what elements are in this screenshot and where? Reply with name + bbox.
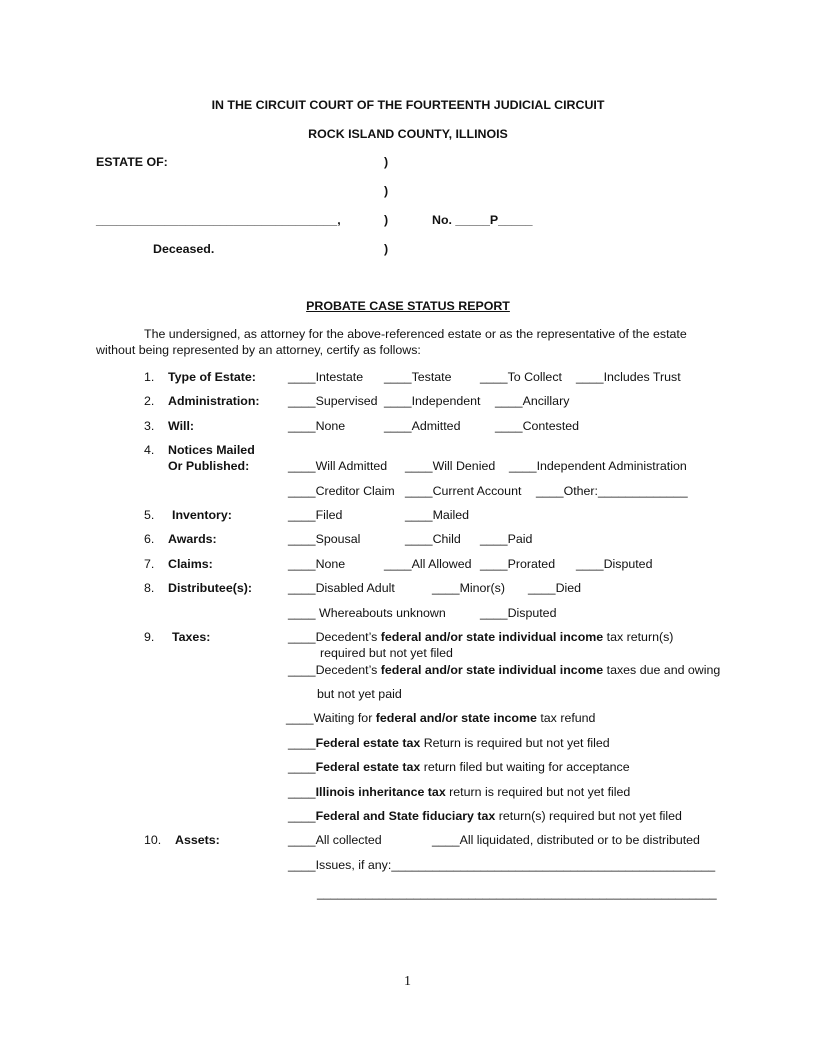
option-suffix: return is required but not yet filed <box>445 785 631 799</box>
option-suffix: return(s) required but not yet filed <box>495 809 682 823</box>
option-ancillary[interactable]: ____Ancillary <box>495 394 570 408</box>
option-emphasis: federal and/or state individual income <box>380 663 604 677</box>
option-continuation: but not yet paid <box>317 687 402 701</box>
deceased-label: Deceased. <box>153 242 215 256</box>
option-prefix: ____ <box>288 809 316 823</box>
option-will-admitted-notice[interactable]: ____Will Admitted <box>288 459 388 473</box>
option-emphasis: federal and/or state income <box>375 711 537 725</box>
option-independent-administration[interactable]: ____Independent Administration <box>509 459 687 473</box>
item-number: 10. <box>144 833 162 847</box>
item-label-notices-mailed: Notices Mailed <box>168 443 255 457</box>
caption-paren: ) <box>384 242 389 256</box>
county-heading: ROCK ISLAND COUNTY, ILLINOIS <box>308 127 508 141</box>
option-emphasis: Federal and State fiduciary tax <box>315 809 496 823</box>
item-number: 3. <box>144 419 155 433</box>
caption-paren: ) <box>384 184 389 198</box>
item-number: 6. <box>144 532 155 546</box>
option-prefix: ____Waiting for <box>286 711 376 725</box>
option-claims-disputed[interactable]: ____Disputed <box>576 557 653 571</box>
item-label-will: Will: <box>168 419 195 433</box>
option-suffix: Return is required but not yet filed <box>420 736 610 750</box>
option-prefix: ____ <box>288 760 316 774</box>
case-number-field[interactable]: No. _____P_____ <box>432 213 533 227</box>
page-number: 1 <box>404 974 411 989</box>
option-will-contested[interactable]: ____Contested <box>495 419 580 433</box>
item-label-taxes: Taxes: <box>172 630 211 644</box>
item-number: 9. <box>144 630 155 644</box>
option-prorated[interactable]: ____Prorated <box>480 557 556 571</box>
option-inventory-filed[interactable]: ____Filed <box>288 508 343 522</box>
option-spousal[interactable]: ____Spousal <box>288 532 361 546</box>
option-fiduciary-tax[interactable] <box>288 810 682 822</box>
item-label-awards: Awards: <box>168 532 217 546</box>
item-number: 2. <box>144 394 155 408</box>
item-number: 5. <box>144 508 155 522</box>
option-suffix: tax return(s) <box>603 630 674 644</box>
option-suffix: return filed but waiting for acceptance <box>420 760 630 774</box>
item-label-or-published: Or Published: <box>168 459 250 473</box>
option-prefix: ____Decedent’s <box>288 663 381 677</box>
item-number: 7. <box>144 557 155 571</box>
option-distributee-disputed[interactable]: ____Disputed <box>480 606 557 620</box>
option-will-admitted[interactable]: ____Admitted <box>384 419 461 433</box>
issues-continuation-line[interactable]: __________________________________________________________ <box>317 886 717 900</box>
intro-text-line2: without being represented by an attorney, certify as follows: <box>96 343 421 357</box>
option-inventory-mailed[interactable]: ____Mailed <box>405 508 470 522</box>
option-waiting-refund[interactable] <box>286 712 595 724</box>
option-prefix: ____ <box>288 785 316 799</box>
option-emphasis: Federal estate tax <box>315 760 421 774</box>
option-independent[interactable]: ____Independent <box>384 394 481 408</box>
option-includes-trust[interactable]: ____Includes Trust <box>576 370 681 384</box>
option-claims-none[interactable]: ____None <box>288 557 346 571</box>
option-will-none[interactable]: ____None <box>288 419 346 433</box>
option-disabled-adult[interactable]: ____Disabled Adult <box>288 581 395 595</box>
item-number: 1. <box>144 370 155 384</box>
option-emphasis: federal and/or state individual income <box>380 630 604 644</box>
option-illinois-inheritance-tax[interactable] <box>288 786 630 798</box>
caption-paren: ) <box>384 213 389 227</box>
option-died[interactable]: ____Died <box>528 581 582 595</box>
item-label-assets: Assets: <box>175 833 220 847</box>
decedent-name-blank[interactable]: ___________________________________, <box>96 213 341 227</box>
option-continuation: required but not yet filed <box>320 646 453 660</box>
caption-paren: ) <box>384 155 389 169</box>
option-federal-estate-return-required[interactable] <box>288 737 610 749</box>
item-label-inventory: Inventory: <box>172 508 232 522</box>
item-number: 4. <box>144 443 155 457</box>
option-income-taxes-due[interactable] <box>288 664 720 676</box>
option-federal-estate-awaiting-acceptance[interactable] <box>288 761 630 773</box>
option-minors[interactable]: ____Minor(s) <box>432 581 505 595</box>
option-paid[interactable]: ____Paid <box>480 532 533 546</box>
option-all-liquidated[interactable]: ____All liquidated, distributed or to be distributed <box>432 833 700 847</box>
option-will-denied[interactable]: ____Will Denied <box>405 459 496 473</box>
item-label-distributees: Distributee(s): <box>168 581 252 595</box>
option-all-collected[interactable]: ____All collected <box>288 833 382 847</box>
item-number: 8. <box>144 581 155 595</box>
item-label-administration: Administration: <box>168 394 260 408</box>
option-suffix: taxes due and owing <box>603 663 721 677</box>
option-prefix: ____Decedent’s <box>288 630 381 644</box>
option-other[interactable]: ____Other:_____________ <box>536 484 688 498</box>
option-current-account[interactable]: ____Current Account <box>405 484 522 498</box>
option-emphasis: Illinois inheritance tax <box>315 785 446 799</box>
report-title: PROBATE CASE STATUS REPORT <box>306 299 510 313</box>
option-intestate[interactable]: ____Intestate <box>288 370 364 384</box>
option-prefix: ____ <box>288 736 316 750</box>
intro-text-line1: The undersigned, as attorney for the above-referenced estate or as the representative of the estate <box>144 327 687 341</box>
option-child[interactable]: ____Child <box>405 532 461 546</box>
option-whereabouts-unknown[interactable]: ____ Whereabouts unknown <box>288 606 446 620</box>
option-to-collect[interactable]: ____To Collect <box>480 370 562 384</box>
option-all-allowed[interactable]: ____All Allowed <box>384 557 472 571</box>
option-income-return-required[interactable] <box>288 631 673 643</box>
item-label-type-of-estate: Type of Estate: <box>168 370 256 384</box>
option-suffix: tax refund <box>536 711 596 725</box>
option-issues[interactable]: ____Issues, if any:_______________________________________________ <box>288 858 716 872</box>
item-label-claims: Claims: <box>168 557 213 571</box>
estate-of-label: ESTATE OF: <box>96 155 168 169</box>
option-testate[interactable]: ____Testate <box>384 370 452 384</box>
court-heading: IN THE CIRCUIT COURT OF THE FOURTEENTH JUDICIAL CIRCUIT <box>211 98 605 112</box>
option-emphasis: Federal estate tax <box>315 736 421 750</box>
option-supervised[interactable]: ____Supervised <box>288 394 378 408</box>
option-creditor-claim[interactable]: ____Creditor Claim <box>288 484 395 498</box>
